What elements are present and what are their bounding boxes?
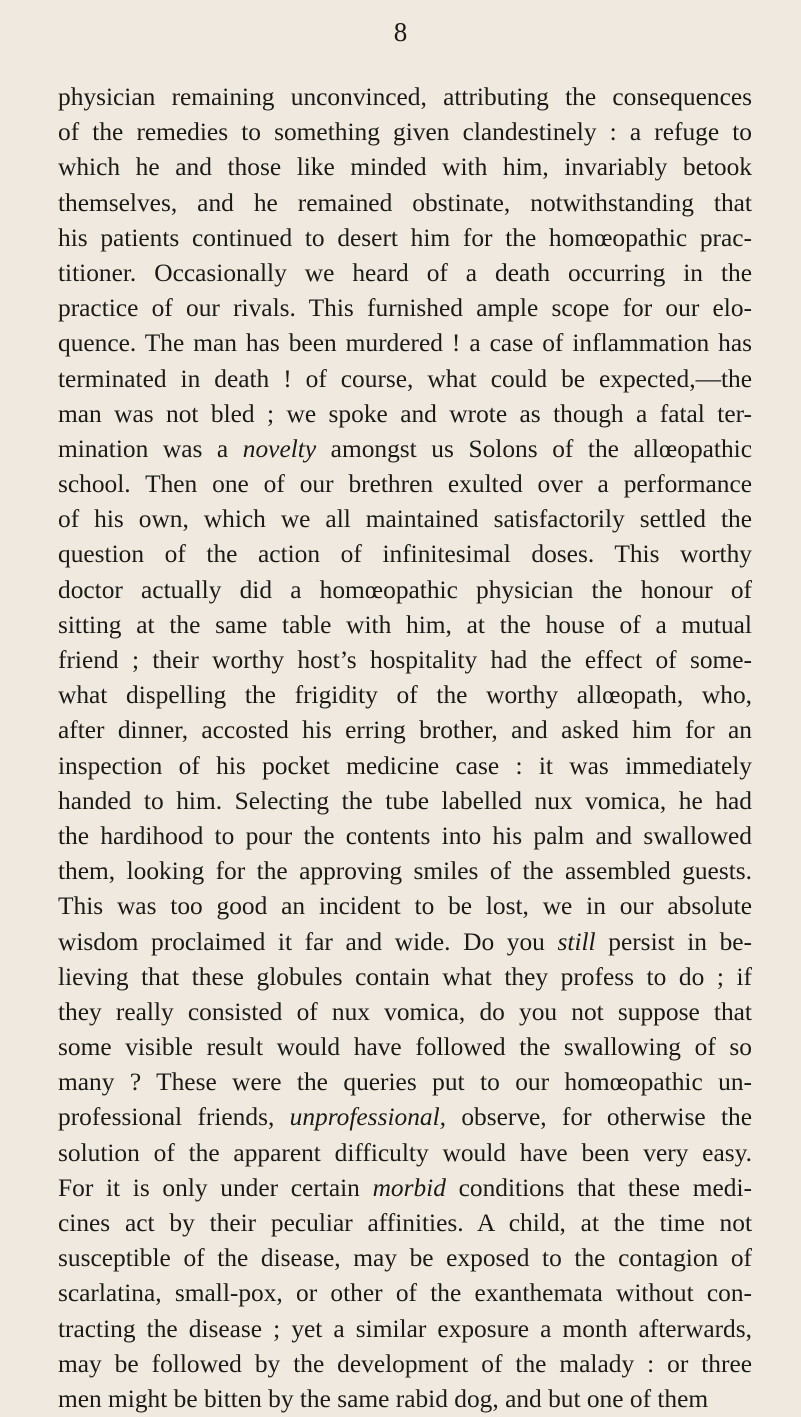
text-line: lieving that these globules contain what they profess to do ; if	[58, 962, 752, 991]
text-line: what dispelling the frigidity of the worthy allœopath, who,	[58, 681, 752, 710]
text-line: the hardihood to pour the contents into his palm and swallowed	[58, 821, 752, 850]
text-line: practice of our rivals. This furnished ample scope for our elo-	[58, 294, 752, 323]
text-segment: professional friends,	[58, 1103, 290, 1132]
page-number: 8	[393, 17, 408, 47]
italic-text: still	[557, 927, 596, 956]
text-line: inspection of his pocket medicine case : it was immediately	[58, 751, 752, 780]
text-line: sitting at the same table with him, at the house of a mutual	[58, 610, 752, 639]
text-line: school. Then one of our brethren exulted over a performance	[58, 470, 752, 499]
text-line: after dinner, accosted his erring brother, and asked him for an	[58, 716, 752, 745]
italic-text: morbid	[372, 1173, 446, 1202]
text-line: of his own, which we all maintained satisfactorily settled the	[58, 505, 752, 534]
text-segment: conditions that these medi-	[445, 1173, 752, 1202]
text-segment: persist in be-	[595, 927, 753, 956]
text-segment: For it is only under certain	[58, 1173, 373, 1202]
text-segment: mination was a	[58, 434, 243, 463]
text-line	[58, 432, 752, 467]
text-line	[58, 925, 752, 960]
text-line: physician remaining unconvinced, attributing the consequences	[58, 83, 752, 111]
italic-text: novelty	[242, 434, 317, 463]
text-line: his patients continued to desert him for the homœopathic prac-	[58, 223, 752, 252]
text-line: quence. The man has been murdered ! a case of inflammation has	[58, 329, 752, 358]
text-line: solution of the apparent difficulty would have been very easy.	[58, 1138, 752, 1167]
text-line: man was not bled ; we spoke and wrote as though a fatal ter-	[58, 399, 752, 428]
text-line: which he and those like minded with him, invariably betook	[58, 153, 752, 182]
text-line: question of the action of infinitesimal doses. This worthy	[58, 540, 752, 569]
text-line: many ? These were the queries put to our homœopathic un-	[58, 1068, 752, 1097]
text-line: of the remedies to something given clandestinely : a refuge to	[58, 118, 752, 147]
text-segment: amongst us Solons of the allœopathic	[316, 434, 752, 463]
text-line: may be followed by the development of the malady : or three	[58, 1349, 752, 1378]
text-line: them, looking for the approving smiles of the assembled guests.	[58, 857, 752, 886]
text-line: handed to him. Selecting the tube labelled nux vomica, he had	[58, 786, 752, 815]
text-line: some visible result would have followed the swallowing of so	[58, 1033, 752, 1062]
text-line: they really consisted of nux vomica, do you not suppose that	[58, 997, 752, 1026]
text-segment: observe, for otherwise the	[446, 1103, 752, 1132]
body-text	[58, 80, 752, 1417]
text-line: titioner. Occasionally we heard of a death occurring in the	[58, 258, 752, 287]
italic-text: unprofessional,	[289, 1103, 446, 1132]
text-line: men might be bitten by the same rabid dog, and but one of them	[58, 1384, 709, 1413]
text-line: themselves, and he remained obstinate, notwithstanding that	[58, 188, 752, 217]
text-line	[58, 1100, 752, 1135]
text-line	[58, 1171, 752, 1206]
text-line: terminated in death ! of course, what could be expected,—the	[58, 364, 752, 393]
text-segment: wisdom proclaimed it far and wide. Do you	[58, 927, 558, 956]
text-line: doctor actually did a homœopathic physician the honour of	[58, 575, 752, 604]
text-line: friend ; their worthy host’s hospitality had the effect of some-	[58, 646, 752, 674]
text-line: cines act by their peculiar affinities. A child, at the time not	[58, 1209, 752, 1237]
text-line: tracting the disease ; yet a similar exposure a month afterwards,	[58, 1314, 752, 1343]
text-line: susceptible of the disease, may be exposed to the contagion of	[58, 1244, 752, 1273]
text-line: scarlatina, small-pox, or other of the exanthemata without con-	[58, 1279, 752, 1308]
text-line: This was too good an incident to be lost, we in our absolute	[58, 892, 752, 921]
